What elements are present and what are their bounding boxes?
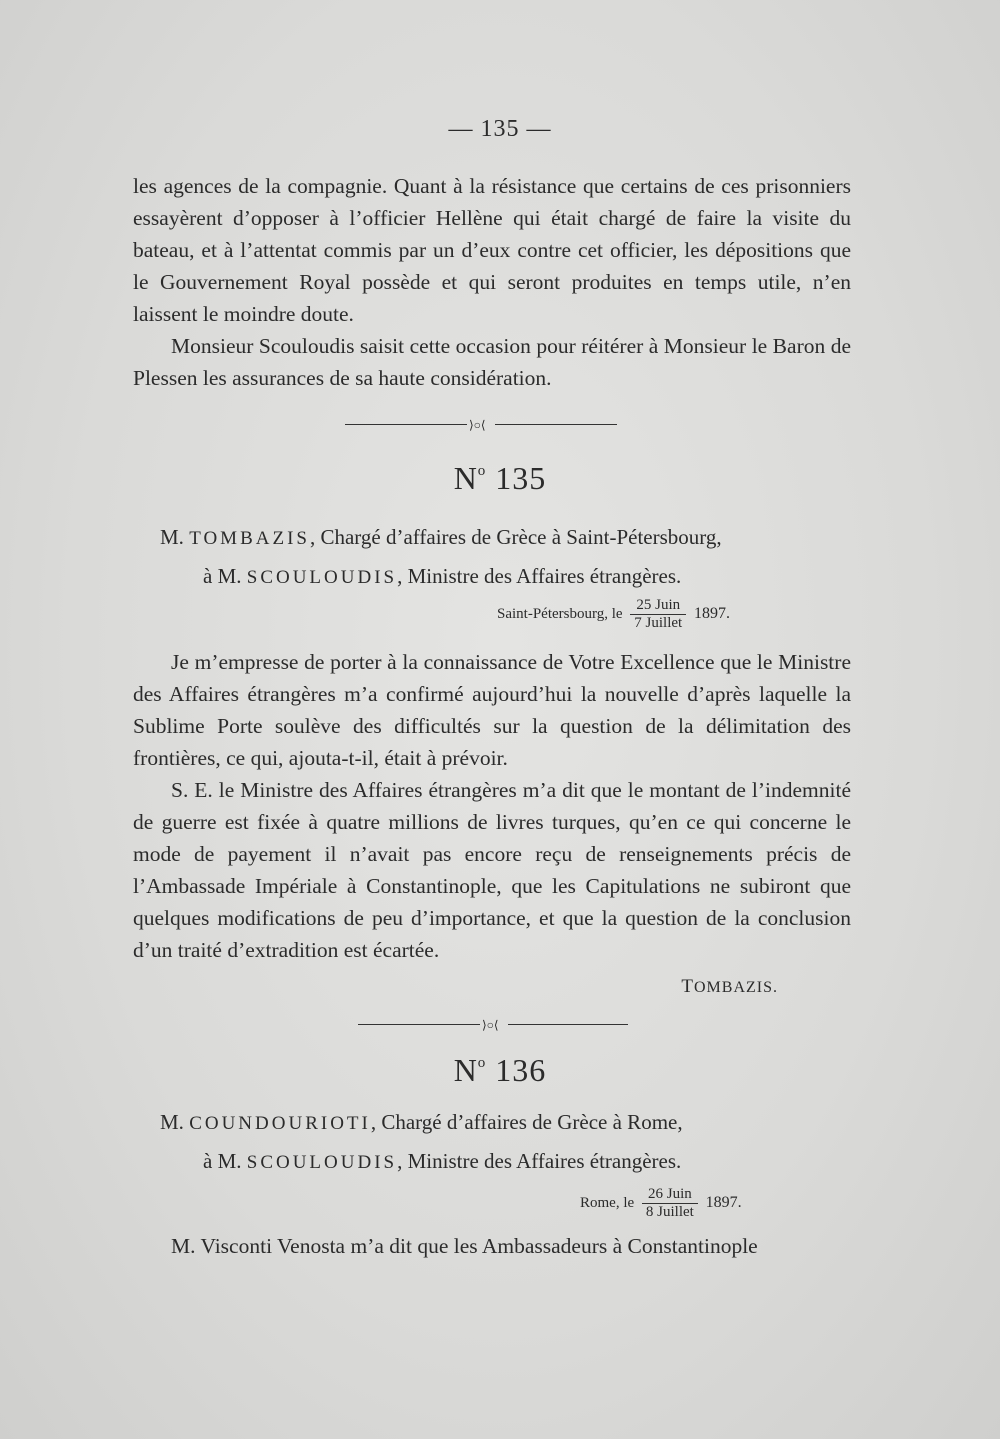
page-number: — 135 — bbox=[448, 116, 552, 142]
sender-name: COUNDOURIOTI bbox=[189, 1113, 371, 1134]
document-number-135: $N^o$ 135 bbox=[453, 460, 547, 496]
dateline-136: Rome, le $\frac{\text{26 Juin}}{\text{8 Juillet}}$ 1897. bbox=[580, 1186, 742, 1220]
recipient-line-136: à M. SCOULOUDIS, Ministre des Affaires étrangères. bbox=[203, 1149, 682, 1173]
dateline-135: Saint-Pétersbourg, le $\frac{\text{25 Juin}}{\text{7 Juillet}}$ 1897. bbox=[497, 597, 730, 631]
divider-ornament: ⟩○⟨ bbox=[482, 1018, 499, 1032]
continuation-paragraph-1: les agences de la compagnie. Quant à la résistance que certains de ces prisonniers essayèrent d’opposer à l’officier Hellène qui était chargé de faire la visite du bateau, et à l’attentat commis par un d’eux contre cet officier, les dépositions que le Gouvernement Royal possède et qui seront produites en temps utile, n’en laissent le moindre doute. bbox=[133, 174, 851, 326]
sender-line-136: M. COUNDOURIOTI, Chargé d’affaires de Grèce à Rome, bbox=[160, 1110, 683, 1134]
section-divider bbox=[358, 1017, 628, 1033]
signature-135: TOMBAZIS. bbox=[681, 976, 778, 997]
date-fraction: $\frac{\text{25 Juin}}{\text{7 Juillet}}$ bbox=[630, 597, 686, 632]
divider-ornament: ⟩○⟨ bbox=[469, 418, 486, 432]
document-number-136: $N^o$ 136 bbox=[453, 1052, 547, 1088]
section-divider bbox=[345, 417, 617, 433]
date-fraction: $\frac{\text{26 Juin}}{\text{8 Juillet}}$ bbox=[642, 1186, 698, 1221]
letter-136-paragraph-1: M. Visconti Venosta m’a dit que les Ambassadeurs à Constantinople bbox=[171, 1234, 758, 1258]
continuation-paragraph-2: Monsieur Scouloudis saisit cette occasion pour réitérer à Monsieur le Baron de Plessen les assurances de sa haute considération. bbox=[133, 334, 851, 390]
recipient-line-135: à M. SCOULOUDIS, Ministre des Affaires étrangères. bbox=[203, 564, 682, 588]
letter-135-paragraph-1: Je m’empresse de porter à la connaissance de Votre Excellence que le Ministre des Affaires étrangères m’a confirmé aujourd’hui la nouvelle d’après laquelle la Sublime Porte soulève des difficultés sur la question de la délimitation des frontières, ce qui, ajouta-t-il, était à prévoir. bbox=[133, 650, 851, 770]
recipient-name: SCOULOUDIS bbox=[246, 1152, 398, 1173]
sender-name: TOMBAZIS bbox=[189, 528, 310, 549]
recipient-name: SCOULOUDIS bbox=[246, 567, 398, 588]
sender-line-135: M. TOMBAZIS, Chargé d’affaires de Grèce à Saint-Pétersbourg, bbox=[160, 525, 722, 549]
letter-135-paragraph-2: S. E. le Ministre des Affaires étrangères m’a dit que le montant de l’indemnité de guerre est fixée à quatre millions de livres turques, qu’en ce qui concerne le mode de payement il n’avait pas encore reçu de renseignements précis de l’Ambassade Impériale à Constantinople, que les Capitulations ne subiront que quelques modifications de peu d’importance, et que la question de la conclusion d’un traité d’extradition est écartée. bbox=[133, 778, 851, 962]
